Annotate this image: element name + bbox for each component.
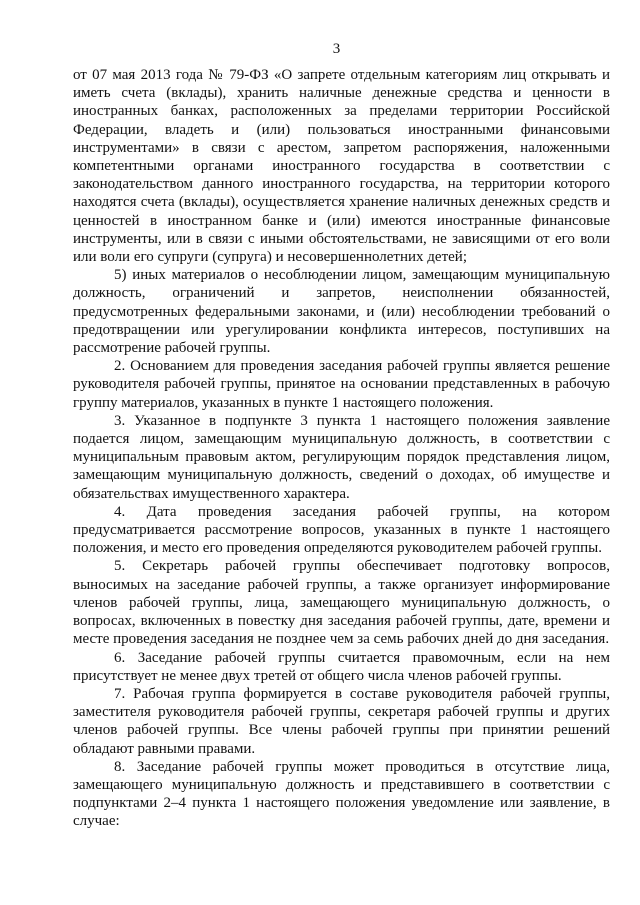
- paragraph-item-6: 6. Заседание рабочей группы считается правомочным, если на нем присутствует не менее двух третей от общего числа членов рабочей группы.: [73, 649, 610, 684]
- document-body: [73, 66, 610, 831]
- paragraph-item-8: 8. Заседание рабочей группы может проводиться в отсутствие лица, замещающего муниципальную должность и представившего в соответствии с подпунктами 2–4 пункта 1 настоящего положения уведомление или заявление, в случае:: [73, 758, 610, 830]
- paragraph-item-5: 5. Секретарь рабочей группы обеспечивает подготовку вопросов, выносимых на заседание рабочей группы, а также организует информирование членов рабочей группы, лица, замещающего муниципальную должность, о вопросах, включенных в повестку дня заседания рабочей группы, дате, времени и месте проведения заседания не позднее чем за семь рабочих дней до дня заседания.: [73, 558, 610, 648]
- paragraph-subitem-5: 5) иных материалов о несоблюдении лицом, замещающим муниципальную должность, ограничений и запретов, неисполнении обязанностей, предусмотренных федеральными законами, и (или) несоблюдении требований о предотвращении или урегулировании конфликта интересов, поступивших на рассмотрение рабочей группы.: [73, 267, 610, 357]
- paragraph-continuation: от 07 мая 2013 года № 79-ФЗ «О запрете отдельным категориям лиц открывать и иметь счета (вклады), хранить наличные денежные средства и ценности в иностранных банках, расположенных за пределами территории Российской Федерации, владеть и (или) пользоваться иностранными финансовыми инструментами» в связи с арестом, запретом распоряжения, наложенными компетентными органами иностранного государства в соответствии с законодательством данного иностранного государства, на территории которого находятся счета (вклады), осуществляется хранение наличных денежных средств и ценностей в иностранном банке и (или) имеются иностранные финансовые инструменты, или в связи с иными обстоятельствами, не зависящими от его воли или воли его супруги (супруга) и несовершеннолетних детей;: [73, 67, 610, 266]
- paragraph-item-2: 2. Основанием для проведения заседания рабочей группы является решение руководителя рабочей группы, принятое на основании представленных в рабочую группу материалов, указанных в пункте 1 настоящего положения.: [73, 358, 610, 411]
- paragraph-item-3: 3. Указанное в подпункте 3 пункта 1 настоящего положения заявление подается лицом, замещающим муниципальную должность, в соответствии с муниципальным правовым актом, регулирующим порядок представления лицом, замещающим муниципальную должность, сведений о доходах, об имуществе и обязательствах имущественного характера.: [73, 412, 610, 502]
- paragraph-item-7: 7. Рабочая группа формируется в составе руководителя рабочей группы, заместителя руководителя рабочей группы, секретаря рабочей группы и других членов рабочей группы. Все члены рабочей группы при принятии решений обладают равными правами.: [73, 685, 610, 757]
- page-number: 3: [332, 41, 341, 57]
- paragraph-item-4: 4. Дата проведения заседания рабочей группы, на котором предусматривается рассмотрение вопросов, указанных в пункте 1 настоящего положения, и место его проведения определяются руководителем рабочей группы.: [73, 503, 610, 557]
